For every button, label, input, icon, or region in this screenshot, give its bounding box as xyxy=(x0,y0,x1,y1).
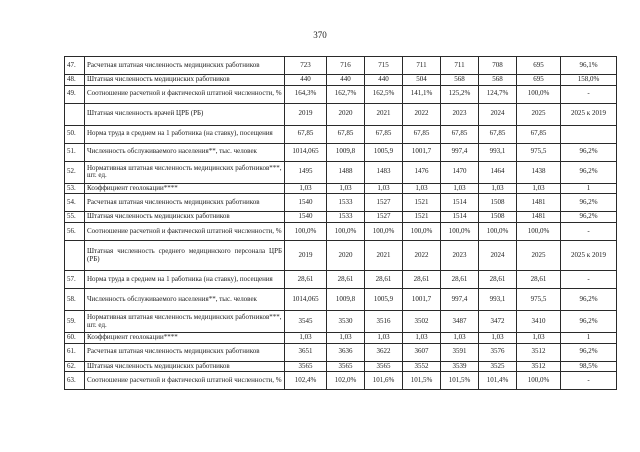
value-cell: 1,03 xyxy=(365,183,403,194)
value-cell: 1,03 xyxy=(403,333,441,344)
table-row xyxy=(65,85,617,103)
value-cell: 1,03 xyxy=(285,183,327,194)
value-cell: 1,03 xyxy=(479,183,517,194)
value-cell: 1508 xyxy=(479,194,517,212)
table-row xyxy=(65,223,617,241)
value-cell: 67,85 xyxy=(365,125,403,143)
value-cell: 96,2% xyxy=(561,311,617,333)
value-cell: 3502 xyxy=(403,311,441,333)
value-cell: 1,03 xyxy=(327,333,365,344)
value-cell: 67,85 xyxy=(441,125,479,143)
value-cell: 3636 xyxy=(327,343,365,361)
row-number: 54. xyxy=(65,194,85,212)
value-cell: 1,03 xyxy=(441,333,479,344)
value-cell: 101,6% xyxy=(365,372,403,390)
row-number: 50. xyxy=(65,125,85,143)
value-cell: 723 xyxy=(285,57,327,75)
row-number: 57. xyxy=(65,271,85,289)
table-row xyxy=(65,343,617,361)
value-cell: 141,1% xyxy=(403,85,441,103)
value-cell: 1,03 xyxy=(365,333,403,344)
value-cell: 3512 xyxy=(517,343,561,361)
value-cell: 67,85 xyxy=(403,125,441,143)
row-number: 51. xyxy=(65,143,85,161)
value-cell: 715 xyxy=(365,57,403,75)
value-cell: 2025 xyxy=(517,103,561,125)
row-label: Нормативная штатная численность медицинских работников***, шт. ед. xyxy=(85,161,285,183)
row-label: Штатная численность врачей ЦРБ (РБ) xyxy=(85,103,285,125)
value-cell: 1,03 xyxy=(441,183,479,194)
table-row xyxy=(65,125,617,143)
value-cell: 101,5% xyxy=(441,372,479,390)
row-label: Коэффициент геолокации**** xyxy=(85,333,285,344)
value-cell: 3565 xyxy=(285,361,327,372)
table-row xyxy=(65,289,617,311)
value-cell: 2024 xyxy=(479,103,517,125)
row-number: 52. xyxy=(65,161,85,183)
value-cell: 1540 xyxy=(285,194,327,212)
staffing-table xyxy=(64,56,617,390)
row-label: Соотношение расчетной и фактической штатной численности, % xyxy=(85,85,285,103)
value-cell: 100,0% xyxy=(479,223,517,241)
value-cell: 1001,7 xyxy=(403,289,441,311)
value-cell: 975,5 xyxy=(517,289,561,311)
value-cell: 67,85 xyxy=(517,125,561,143)
value-cell: 2021 xyxy=(365,241,403,271)
value-cell: 440 xyxy=(327,75,365,86)
value-cell: 1514 xyxy=(441,212,479,223)
value-cell: 2019 xyxy=(285,103,327,125)
value-cell: 3576 xyxy=(479,343,517,361)
value-cell: 28,61 xyxy=(365,271,403,289)
value-cell: 100,0% xyxy=(517,85,561,103)
value-cell: 100,0% xyxy=(365,223,403,241)
value-cell: 1481 xyxy=(517,212,561,223)
row-number: 53. xyxy=(65,183,85,194)
row-number: 63. xyxy=(65,372,85,390)
row-label: Норма труда в среднем на 1 работника (на ставку), посещения xyxy=(85,125,285,143)
row-number xyxy=(65,241,85,271)
section-header-row xyxy=(65,241,617,271)
table-row xyxy=(65,361,617,372)
value-cell: 1005,9 xyxy=(365,289,403,311)
value-cell: 1 xyxy=(561,333,617,344)
value-cell: 1514 xyxy=(441,194,479,212)
value-cell: 2025 к 2019 xyxy=(561,241,617,271)
table-row xyxy=(65,161,617,183)
value-cell: 2019 xyxy=(285,241,327,271)
value-cell: 2024 xyxy=(479,241,517,271)
value-cell: 1014,065 xyxy=(285,289,327,311)
row-number: 55. xyxy=(65,212,85,223)
value-cell: 1,03 xyxy=(285,333,327,344)
value-cell: 1481 xyxy=(517,194,561,212)
value-cell: 3516 xyxy=(365,311,403,333)
value-cell: 1001,7 xyxy=(403,143,441,161)
value-cell: 101,4% xyxy=(479,372,517,390)
value-cell: 3530 xyxy=(327,311,365,333)
value-cell: 3545 xyxy=(285,311,327,333)
value-cell: 67,85 xyxy=(327,125,365,143)
value-cell: 440 xyxy=(285,75,327,86)
value-cell: - xyxy=(561,372,617,390)
value-cell: - xyxy=(561,85,617,103)
value-cell: 2023 xyxy=(441,103,479,125)
value-cell: 3565 xyxy=(327,361,365,372)
row-number: 48. xyxy=(65,75,85,86)
value-cell: 3472 xyxy=(479,311,517,333)
value-cell: 1009,8 xyxy=(327,143,365,161)
value-cell: 3651 xyxy=(285,343,327,361)
table-row xyxy=(65,311,617,333)
value-cell: 711 xyxy=(403,57,441,75)
value-cell: 568 xyxy=(441,75,479,86)
value-cell: 100,0% xyxy=(403,223,441,241)
row-number: 59. xyxy=(65,311,85,333)
row-number: 60. xyxy=(65,333,85,344)
value-cell: 1488 xyxy=(327,161,365,183)
row-label: Нормативная штатная численность медицинских работников***, шт. ед. xyxy=(85,311,285,333)
row-label: Численность обслуживаемого населения**, тыс. человек xyxy=(85,289,285,311)
value-cell: 3591 xyxy=(441,343,479,361)
value-cell: 28,61 xyxy=(441,271,479,289)
value-cell: 1464 xyxy=(479,161,517,183)
value-cell: 124,7% xyxy=(479,85,517,103)
row-number: 58. xyxy=(65,289,85,311)
value-cell: 711 xyxy=(441,57,479,75)
row-label: Расчетная штатная численность медицинских работников xyxy=(85,194,285,212)
table-row xyxy=(65,183,617,194)
value-cell: 716 xyxy=(327,57,365,75)
value-cell: 100,0% xyxy=(285,223,327,241)
value-cell: - xyxy=(561,271,617,289)
value-cell: 1,03 xyxy=(479,333,517,344)
value-cell: 1,03 xyxy=(403,183,441,194)
value-cell: 2025 к 2019 xyxy=(561,103,617,125)
value-cell: 1508 xyxy=(479,212,517,223)
value-cell: 98,5% xyxy=(561,361,617,372)
value-cell: 1438 xyxy=(517,161,561,183)
table-row xyxy=(65,271,617,289)
value-cell: 102,4% xyxy=(285,372,327,390)
row-label: Штатная численность среднего медицинского персонала ЦРБ (РБ) xyxy=(85,241,285,271)
value-cell: 695 xyxy=(517,57,561,75)
value-cell: 125,2% xyxy=(441,85,479,103)
value-cell: 440 xyxy=(365,75,403,86)
row-number: 56. xyxy=(65,223,85,241)
value-cell xyxy=(561,125,617,143)
value-cell: 1,03 xyxy=(517,183,561,194)
value-cell: 3525 xyxy=(479,361,517,372)
value-cell: 96,1% xyxy=(561,57,617,75)
value-cell: 1009,8 xyxy=(327,289,365,311)
value-cell: 2020 xyxy=(327,241,365,271)
value-cell: 1476 xyxy=(403,161,441,183)
row-label: Норма труда в среднем на 1 работника (на ставку), посещения xyxy=(85,271,285,289)
value-cell: 1540 xyxy=(285,212,327,223)
table-row xyxy=(65,57,617,75)
value-cell: 1470 xyxy=(441,161,479,183)
row-label: Численность обслуживаемого населения**, тыс. человек xyxy=(85,143,285,161)
value-cell: 67,85 xyxy=(479,125,517,143)
value-cell: 975,5 xyxy=(517,143,561,161)
value-cell: 101,5% xyxy=(403,372,441,390)
section-header-row xyxy=(65,103,617,125)
table-row xyxy=(65,372,617,390)
value-cell: 28,61 xyxy=(327,271,365,289)
value-cell: 1521 xyxy=(403,194,441,212)
value-cell: 3410 xyxy=(517,311,561,333)
value-cell: 28,61 xyxy=(479,271,517,289)
row-label: Коэффициент геолокации**** xyxy=(85,183,285,194)
table-row xyxy=(65,75,617,86)
value-cell: 96,2% xyxy=(561,343,617,361)
value-cell: 96,2% xyxy=(561,194,617,212)
value-cell: 2022 xyxy=(403,103,441,125)
row-label: Штатная численность медицинских работников xyxy=(85,212,285,223)
value-cell: 3552 xyxy=(403,361,441,372)
value-cell: 3512 xyxy=(517,361,561,372)
row-label: Штатная численность медицинских работников xyxy=(85,361,285,372)
value-cell: 67,85 xyxy=(285,125,327,143)
value-cell: 96,2% xyxy=(561,289,617,311)
table-row xyxy=(65,333,617,344)
value-cell: 993,1 xyxy=(479,289,517,311)
value-cell: 2023 xyxy=(441,241,479,271)
row-label: Соотношение расчетной и фактической штатной численности, % xyxy=(85,372,285,390)
value-cell: 2021 xyxy=(365,103,403,125)
row-number: 61. xyxy=(65,343,85,361)
value-cell: 28,61 xyxy=(517,271,561,289)
value-cell: 2020 xyxy=(327,103,365,125)
value-cell: 28,61 xyxy=(403,271,441,289)
value-cell: 1527 xyxy=(365,212,403,223)
value-cell: 158,0% xyxy=(561,75,617,86)
row-number xyxy=(65,103,85,125)
value-cell: 28,61 xyxy=(285,271,327,289)
value-cell: 997,4 xyxy=(441,143,479,161)
value-cell: 96,2% xyxy=(561,161,617,183)
row-label: Штатная численность медицинских работников xyxy=(85,75,285,86)
value-cell: 164,3% xyxy=(285,85,327,103)
value-cell: 100,0% xyxy=(517,223,561,241)
value-cell: 3607 xyxy=(403,343,441,361)
value-cell: 162,7% xyxy=(327,85,365,103)
value-cell: 1483 xyxy=(365,161,403,183)
value-cell: 3622 xyxy=(365,343,403,361)
value-cell: - xyxy=(561,223,617,241)
value-cell: 100,0% xyxy=(517,372,561,390)
value-cell: 3539 xyxy=(441,361,479,372)
value-cell: 100,0% xyxy=(327,223,365,241)
value-cell: 568 xyxy=(479,75,517,86)
table-row xyxy=(65,143,617,161)
value-cell: 1 xyxy=(561,183,617,194)
value-cell: 1533 xyxy=(327,194,365,212)
page-number: 370 xyxy=(313,30,327,40)
value-cell: 1014,065 xyxy=(285,143,327,161)
row-number: 47. xyxy=(65,57,85,75)
value-cell: 96,2% xyxy=(561,143,617,161)
value-cell: 2022 xyxy=(403,241,441,271)
value-cell: 1533 xyxy=(327,212,365,223)
value-cell: 2025 xyxy=(517,241,561,271)
value-cell: 993,1 xyxy=(479,143,517,161)
row-label: Расчетная штатная численность медицинских работников xyxy=(85,343,285,361)
value-cell: 162,5% xyxy=(365,85,403,103)
value-cell: 1495 xyxy=(285,161,327,183)
value-cell: 1,03 xyxy=(327,183,365,194)
value-cell: 100,0% xyxy=(441,223,479,241)
value-cell: 695 xyxy=(517,75,561,86)
value-cell: 3487 xyxy=(441,311,479,333)
row-number: 49. xyxy=(65,85,85,103)
value-cell: 1521 xyxy=(403,212,441,223)
value-cell: 1,03 xyxy=(517,333,561,344)
row-label: Расчетная штатная численность медицинских работников xyxy=(85,57,285,75)
value-cell: 997,4 xyxy=(441,289,479,311)
value-cell: 1527 xyxy=(365,194,403,212)
value-cell: 708 xyxy=(479,57,517,75)
value-cell: 504 xyxy=(403,75,441,86)
table-row xyxy=(65,194,617,212)
row-label: Соотношение расчетной и фактической штатной численности, % xyxy=(85,223,285,241)
value-cell: 3565 xyxy=(365,361,403,372)
table-row xyxy=(65,212,617,223)
row-number: 62. xyxy=(65,361,85,372)
value-cell: 96,2% xyxy=(561,212,617,223)
value-cell: 1005,9 xyxy=(365,143,403,161)
value-cell: 102,0% xyxy=(327,372,365,390)
